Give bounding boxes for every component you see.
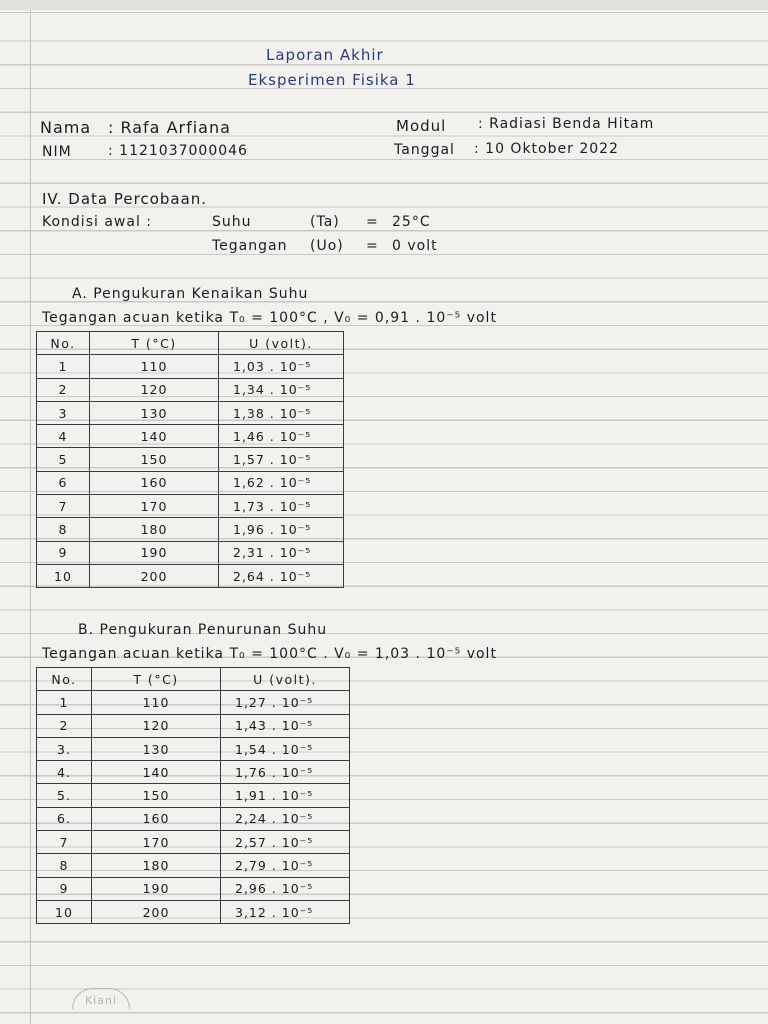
column-header-temperature: T (°C) <box>90 332 219 355</box>
table-row <box>37 761 350 784</box>
table-row <box>37 784 350 807</box>
tegangan-symbol: (Uo) <box>310 238 344 254</box>
table-row <box>37 714 350 737</box>
table-row <box>37 425 344 448</box>
modul-label: Modul <box>396 117 447 135</box>
cell-voltage: 3,12 . 10⁻⁵ <box>221 900 350 923</box>
table-row <box>37 471 344 494</box>
cell-no: 8 <box>37 518 90 541</box>
kondisi-label: Kondisi awal : <box>42 214 152 230</box>
cell-voltage: 1,76 . 10⁻⁵ <box>221 761 350 784</box>
cell-voltage: 1,91 . 10⁻⁵ <box>221 784 350 807</box>
tegangan-label: Tegangan <box>212 238 288 254</box>
table-row <box>37 355 344 378</box>
table-row <box>37 877 350 900</box>
cell-temperature: 140 <box>92 761 221 784</box>
table-b-reference: Tegangan acuan ketika T₀ = 100°C . V₀ = 1,03 . 10⁻⁵ volt <box>42 646 497 662</box>
table-a-header-row <box>37 332 344 355</box>
table-row <box>37 378 344 401</box>
cell-no: 10 <box>37 900 92 923</box>
cell-no: 10 <box>37 564 90 587</box>
report-title: Laporan Akhir <box>266 46 384 64</box>
cell-no: 5. <box>37 784 92 807</box>
cell-voltage: 1,73 . 10⁻⁵ <box>219 495 344 518</box>
table-row <box>37 448 344 471</box>
cell-voltage: 1,46 . 10⁻⁵ <box>219 425 344 448</box>
report-subtitle: Eksperimen Fisika 1 <box>248 71 416 89</box>
cell-temperature: 130 <box>90 401 219 424</box>
cell-voltage: 1,03 . 10⁻⁵ <box>219 355 344 378</box>
table-a-reference: Tegangan acuan ketika T₀ = 100°C , V₀ = 0,91 . 10⁻⁵ volt <box>42 310 497 326</box>
nim-label: NIM <box>42 144 72 160</box>
cell-voltage: 1,57 . 10⁻⁵ <box>219 448 344 471</box>
paper-brand-logo: Kiani <box>72 988 130 1009</box>
cell-temperature: 200 <box>92 900 221 923</box>
cell-temperature: 160 <box>92 807 221 830</box>
table-row <box>37 495 344 518</box>
cell-temperature: 110 <box>90 355 219 378</box>
cell-temperature: 110 <box>92 691 221 714</box>
table-row <box>37 691 350 714</box>
cell-no: 4. <box>37 761 92 784</box>
table-row <box>37 737 350 760</box>
cell-temperature: 120 <box>92 714 221 737</box>
cell-voltage: 1,96 . 10⁻⁵ <box>219 518 344 541</box>
cell-temperature: 180 <box>92 854 221 877</box>
cell-temperature: 160 <box>90 471 219 494</box>
table-a <box>36 331 344 588</box>
cell-no: 2 <box>37 714 92 737</box>
column-header-temperature: T (°C) <box>92 668 221 691</box>
cell-voltage: 2,96 . 10⁻⁵ <box>221 877 350 900</box>
table-row <box>37 807 350 830</box>
tanggal-value: : 10 Oktober 2022 <box>474 141 619 157</box>
tanggal-label: Tanggal <box>394 142 455 158</box>
cell-voltage: 2,31 . 10⁻⁵ <box>219 541 344 564</box>
table-b-title: B. Pengukuran Penurunan Suhu <box>78 622 328 638</box>
cell-no: 6. <box>37 807 92 830</box>
cell-no: 1 <box>37 355 90 378</box>
cell-temperature: 190 <box>92 877 221 900</box>
cell-voltage: 1,43 . 10⁻⁵ <box>221 714 350 737</box>
table-b-body <box>37 691 350 924</box>
nama-label: Nama <box>40 118 92 137</box>
cell-temperature: 150 <box>92 784 221 807</box>
cell-voltage: 1,38 . 10⁻⁵ <box>219 401 344 424</box>
suhu-symbol: (Ta) <box>310 214 340 230</box>
cell-no: 7 <box>37 831 92 854</box>
column-header-voltage: U (volt). <box>219 332 344 355</box>
cell-voltage: 2,64 . 10⁻⁵ <box>219 564 344 587</box>
cell-temperature: 170 <box>92 831 221 854</box>
suhu-label: Suhu <box>212 214 252 230</box>
cell-temperature: 140 <box>90 425 219 448</box>
modul-value: : Radiasi Benda Hitam <box>478 116 655 132</box>
tegangan-equals: = <box>366 238 379 254</box>
table-row <box>37 518 344 541</box>
cell-temperature: 150 <box>90 448 219 471</box>
cell-voltage: 2,24 . 10⁻⁵ <box>221 807 350 830</box>
cell-no: 8 <box>37 854 92 877</box>
table-a-body <box>37 355 344 588</box>
cell-voltage: 2,79 . 10⁻⁵ <box>221 854 350 877</box>
table-row <box>37 831 350 854</box>
table-row <box>37 564 344 587</box>
nama-value: : Rafa Arfiana <box>108 118 231 137</box>
table-a-title: A. Pengukuran Kenaikan Suhu <box>72 286 309 302</box>
nim-value: : 1121037000046 <box>108 143 248 159</box>
table-b <box>36 667 350 924</box>
column-header-voltage: U (volt). <box>221 668 350 691</box>
cell-voltage: 1,34 . 10⁻⁵ <box>219 378 344 401</box>
cell-temperature: 190 <box>90 541 219 564</box>
table-row <box>37 854 350 877</box>
cell-voltage: 1,62 . 10⁻⁵ <box>219 471 344 494</box>
cell-voltage: 1,54 . 10⁻⁵ <box>221 737 350 760</box>
cell-voltage: 2,57 . 10⁻⁵ <box>221 831 350 854</box>
cell-no: 9 <box>37 541 90 564</box>
cell-no: 9 <box>37 877 92 900</box>
cell-no: 1 <box>37 691 92 714</box>
cell-no: 6 <box>37 471 90 494</box>
cell-voltage: 1,27 . 10⁻⁵ <box>221 691 350 714</box>
cell-no: 7 <box>37 495 90 518</box>
column-header-no: No. <box>37 668 92 691</box>
cell-temperature: 120 <box>90 378 219 401</box>
table-row <box>37 401 344 424</box>
cell-no: 3 <box>37 401 90 424</box>
cell-no: 4 <box>37 425 90 448</box>
cell-no: 5 <box>37 448 90 471</box>
tegangan-value: 0 volt <box>392 238 438 254</box>
cell-temperature: 200 <box>90 564 219 587</box>
suhu-value: 25°C <box>392 214 431 230</box>
cell-no: 3. <box>37 737 92 760</box>
cell-temperature: 180 <box>90 518 219 541</box>
table-row <box>37 541 344 564</box>
table-row <box>37 900 350 923</box>
cell-no: 2 <box>37 378 90 401</box>
cell-temperature: 130 <box>92 737 221 760</box>
section-heading: IV. Data Percobaan. <box>42 190 208 208</box>
suhu-equals: = <box>366 214 379 230</box>
table-b-header-row <box>37 668 350 691</box>
cell-temperature: 170 <box>90 495 219 518</box>
column-header-no: No. <box>37 332 90 355</box>
